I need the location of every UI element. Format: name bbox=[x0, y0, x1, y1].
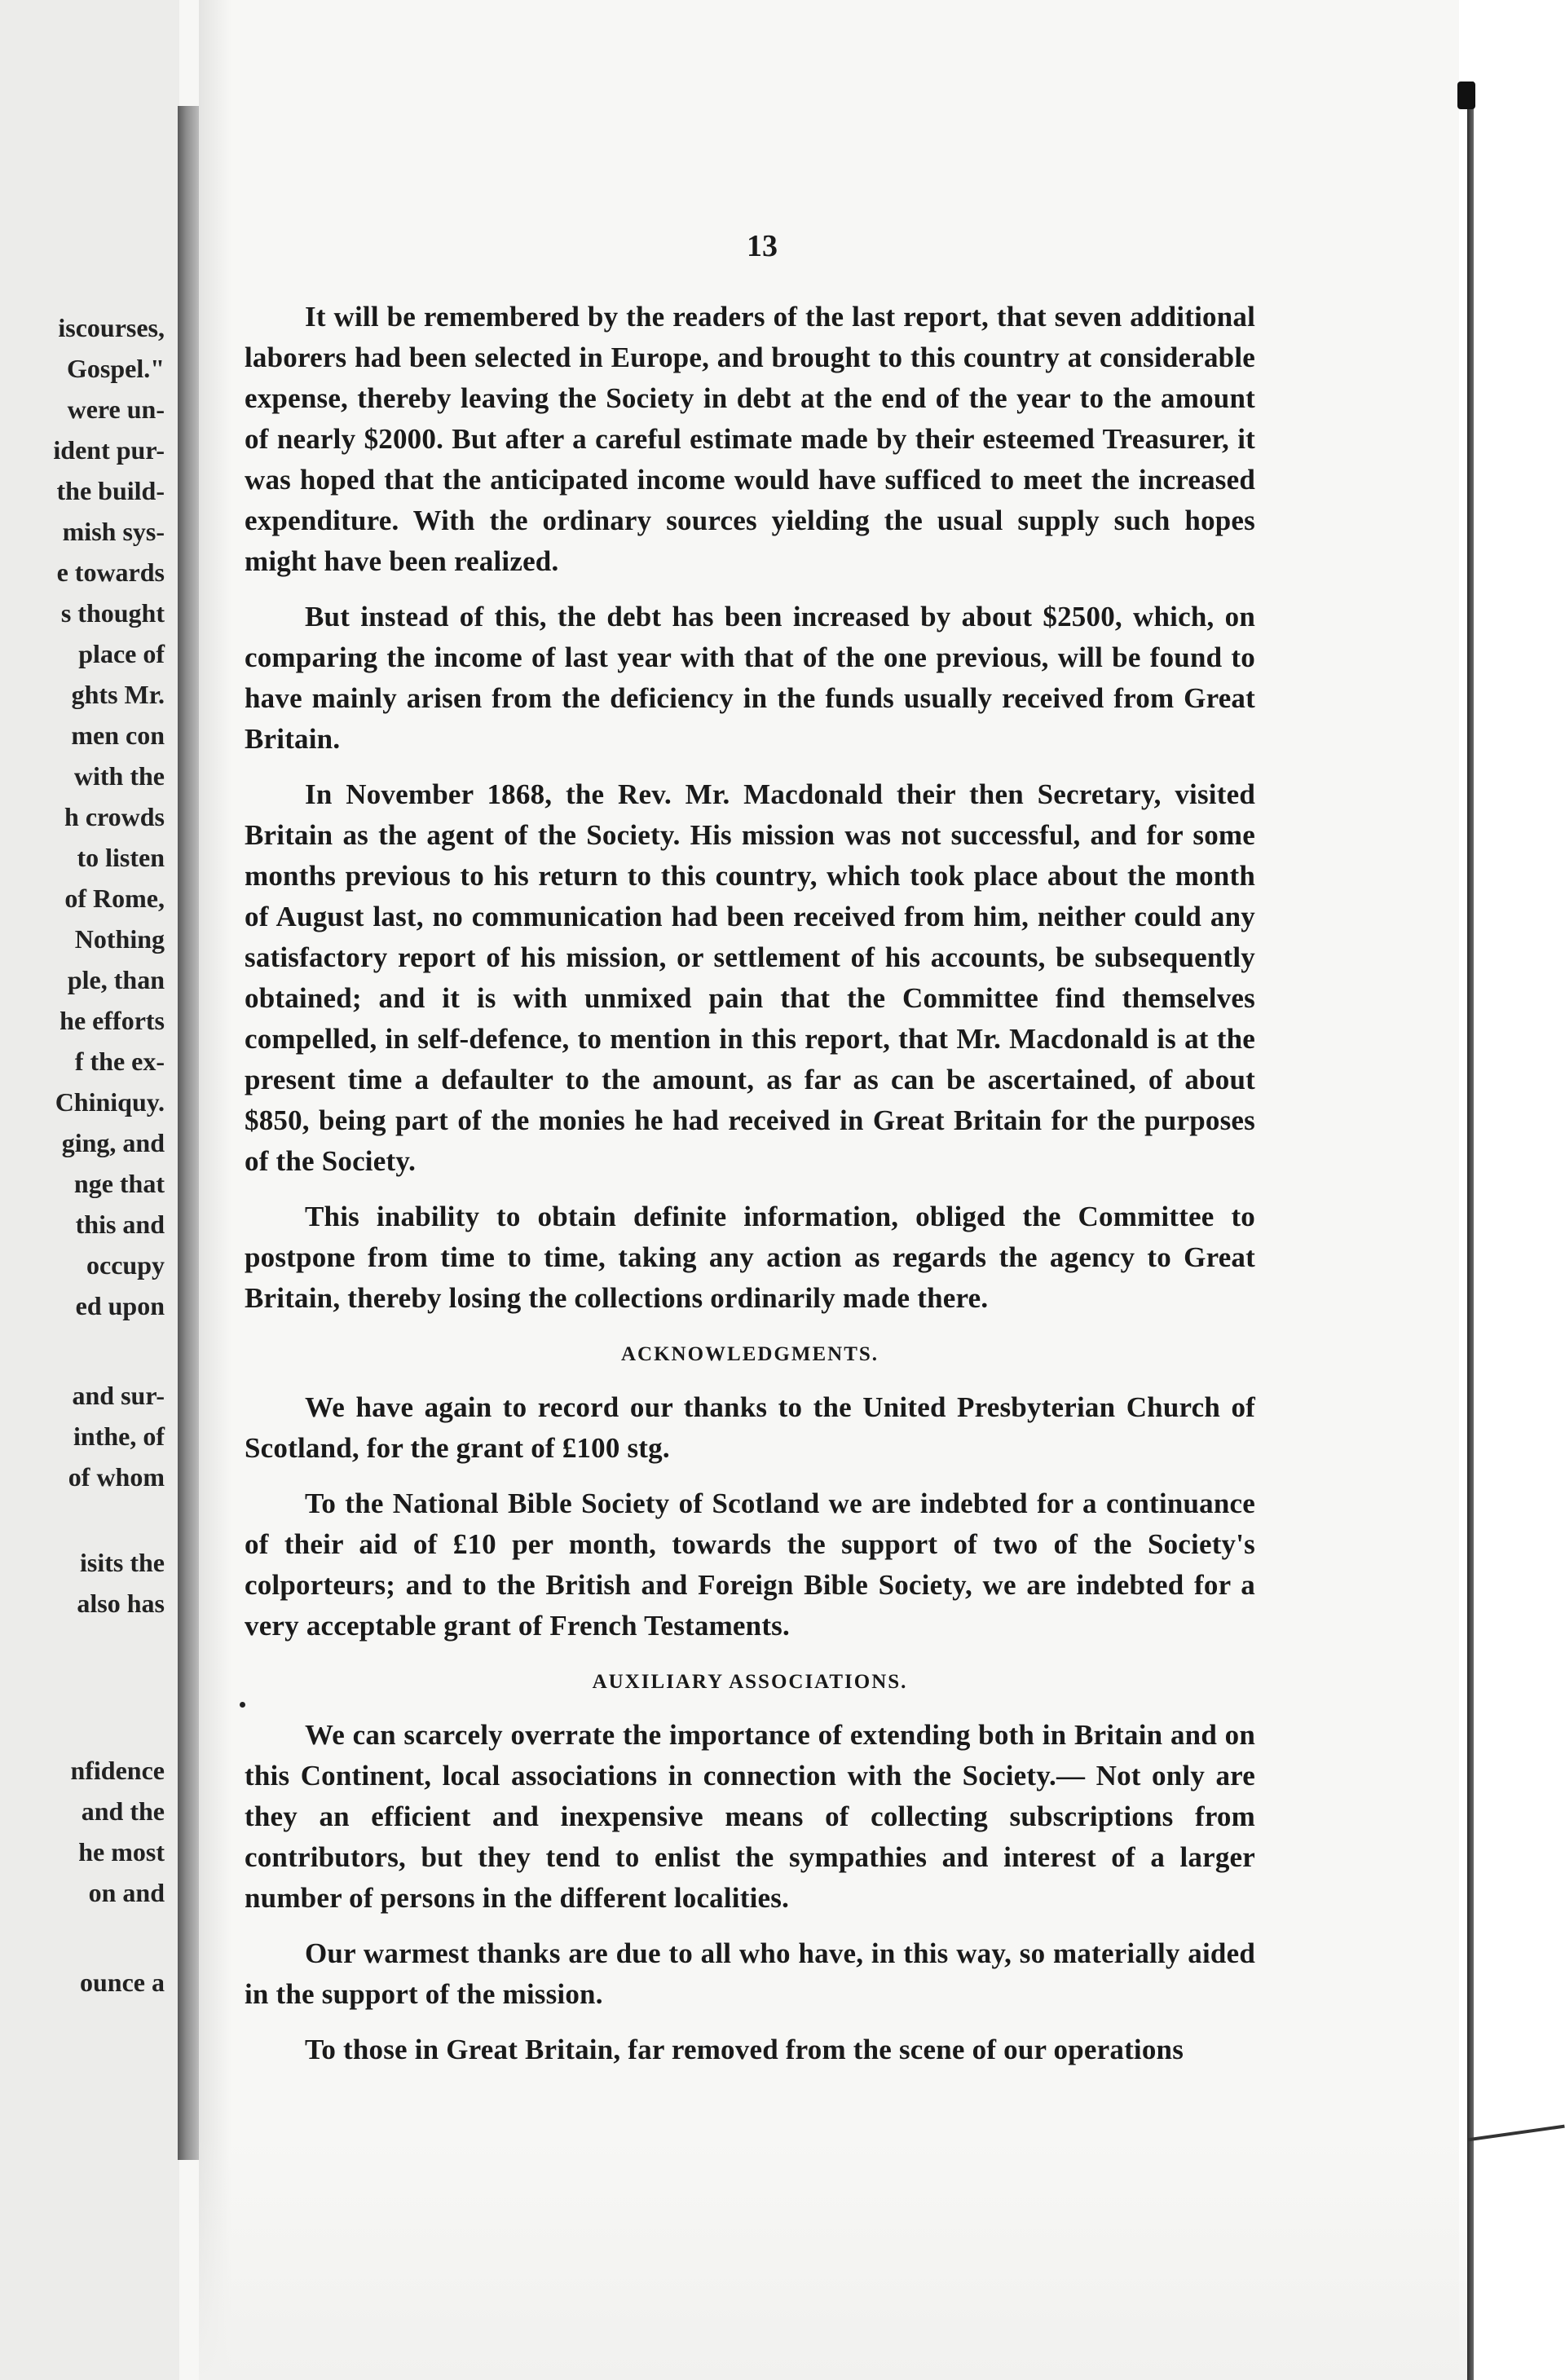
left-page-line: to listen bbox=[77, 843, 165, 872]
left-page-line: s thought bbox=[60, 598, 165, 628]
left-page-line: nge that bbox=[73, 1169, 165, 1198]
left-page-line: he most bbox=[78, 1837, 165, 1867]
left-page-line: inthe, of bbox=[73, 1421, 165, 1451]
left-page-line: also has bbox=[77, 1589, 165, 1618]
page-13 bbox=[245, 228, 1255, 2085]
gutter-shadow bbox=[199, 0, 231, 2380]
paragraph-debt-increase: But instead of this, the debt has been increased by about $2500, which, on comparing the income of last year with that of the one previous, will be found to have mainly arisen from the deficiency in the funds usually received from Great Britain. bbox=[245, 601, 1255, 755]
paragraph-great-britain: To those in Great Britain, far removed from the scene of our operations bbox=[305, 2034, 1184, 2065]
left-page-line: ounce a bbox=[80, 1968, 165, 1997]
left-page-line: occupy bbox=[86, 1250, 165, 1280]
page-right-margin bbox=[1459, 0, 1565, 2380]
left-page-line: ging, and bbox=[61, 1128, 165, 1157]
paragraph-additional-laborers: It will be remembered by the readers of the last report, that seven additional laborers had been selected in Europe, and brought to this country at considerable expense, thereby leaving the Society in debt at the end of the year to the amount of nearly $2000. But after a careful estimate made by their esteemed Treasurer, it was hoped that the anticipated income would have sufficed to meet the increased expenditure. With the ordinary sources yielding the usual supply such hopes might have been realized. bbox=[245, 301, 1255, 577]
left-page-line: place of bbox=[78, 639, 165, 668]
paragraph-united-presbyterian: We have again to record our thanks to the United Presbyterian Church of Scotland, for the grant of £100 stg. bbox=[245, 1391, 1255, 1464]
page-bottom-shade bbox=[199, 2135, 1467, 2380]
left-page-line: of Rome, bbox=[64, 884, 165, 913]
left-page-line: e towards bbox=[56, 558, 165, 587]
left-page-line: with the bbox=[73, 761, 165, 791]
left-page-line: nfidence bbox=[70, 1756, 165, 1785]
left-page-line: he efforts bbox=[60, 1006, 165, 1035]
left-page-line: the build- bbox=[56, 476, 165, 505]
heading-auxiliary-associations: AUXILIARY ASSOCIATIONS. bbox=[592, 1671, 908, 1693]
heading-acknowledgments: ACKNOWLEDGMENTS. bbox=[620, 1343, 879, 1365]
left-page-line: and sur- bbox=[72, 1381, 165, 1410]
paragraph-bible-society: To the National Bible Society of Scotland we are indebted for a continuance of their aid of £10 per month, towards the support of two of the Society's colporteurs; and to the British and Foreign Bible Society, we are indebted for a very acceptable grant of French Testaments. bbox=[245, 1488, 1255, 1642]
left-page-line: mish sys- bbox=[62, 517, 165, 546]
left-page-line: ghts Mr. bbox=[71, 680, 165, 709]
left-page-line: iscourses, bbox=[58, 313, 165, 342]
paragraph-warmest-thanks: Our warmest thanks are due to all who have, in this way, so materially aided in the support of the mission. bbox=[245, 1937, 1255, 2010]
left-page-line: ed upon bbox=[75, 1291, 165, 1320]
page-number: 13 bbox=[747, 229, 778, 263]
book-gutter bbox=[178, 106, 199, 2160]
page-edge-line bbox=[1467, 82, 1474, 2380]
left-page-line: h crowds bbox=[64, 802, 165, 831]
corner-mark bbox=[1457, 82, 1475, 109]
paragraph-inability: This inability to obtain definite information, obliged the Committee to postpone from time to time, taking any action as regards the agency to Great Britain, thereby losing the collections ordinarily made there. bbox=[245, 1201, 1255, 1314]
left-page-line: ple, than bbox=[67, 965, 165, 994]
left-page-line: and the bbox=[81, 1796, 165, 1826]
left-page-line: were un- bbox=[67, 394, 165, 424]
left-page-line: men con bbox=[71, 721, 165, 750]
paragraph-macdonald: In November 1868, the Rev. Mr. Macdonald their then Secretary, visited Britain as the agent of the Society. His mission was not successful, and for some months previous to his return to this country, which took place about the month of August last, no communication had been received from him, neither could any satisfactory report of his mission, or settlement of his accounts, be subsequently obtained; and it is with unmixed pain that the Committee find themselves compelled, in self-defence, to mention in this report, that Mr. Macdonald is at the present time a defaulter to the amount, as far as can be ascertained, of about $850, being part of the monies he had received in Great Britain for the purposes of the Society. bbox=[245, 778, 1255, 1177]
left-page-line: f the ex- bbox=[74, 1047, 165, 1076]
left-facing-page bbox=[0, 0, 179, 2380]
left-page-line: Chiniquy. bbox=[55, 1087, 165, 1117]
left-page-line: ident pur- bbox=[53, 435, 165, 465]
left-page-line: this and bbox=[75, 1210, 165, 1239]
left-page-line: Gospel." bbox=[67, 354, 165, 383]
paragraph-local-associations: We can scarcely overrate the importance of extending both in Britain and on this Continent, local associations in connection with the Society.— Not only are they an efficient and inexpensive means of collecting subscriptions from contributors, but they tend to enlist the sympathies and interest of a larger number of persons in the different localities. bbox=[245, 1719, 1255, 1914]
left-page-line: on and bbox=[88, 1878, 165, 1907]
left-page-line: isits the bbox=[80, 1548, 165, 1577]
left-page-line: of whom bbox=[68, 1462, 165, 1492]
left-page-line: Nothing bbox=[74, 924, 165, 954]
